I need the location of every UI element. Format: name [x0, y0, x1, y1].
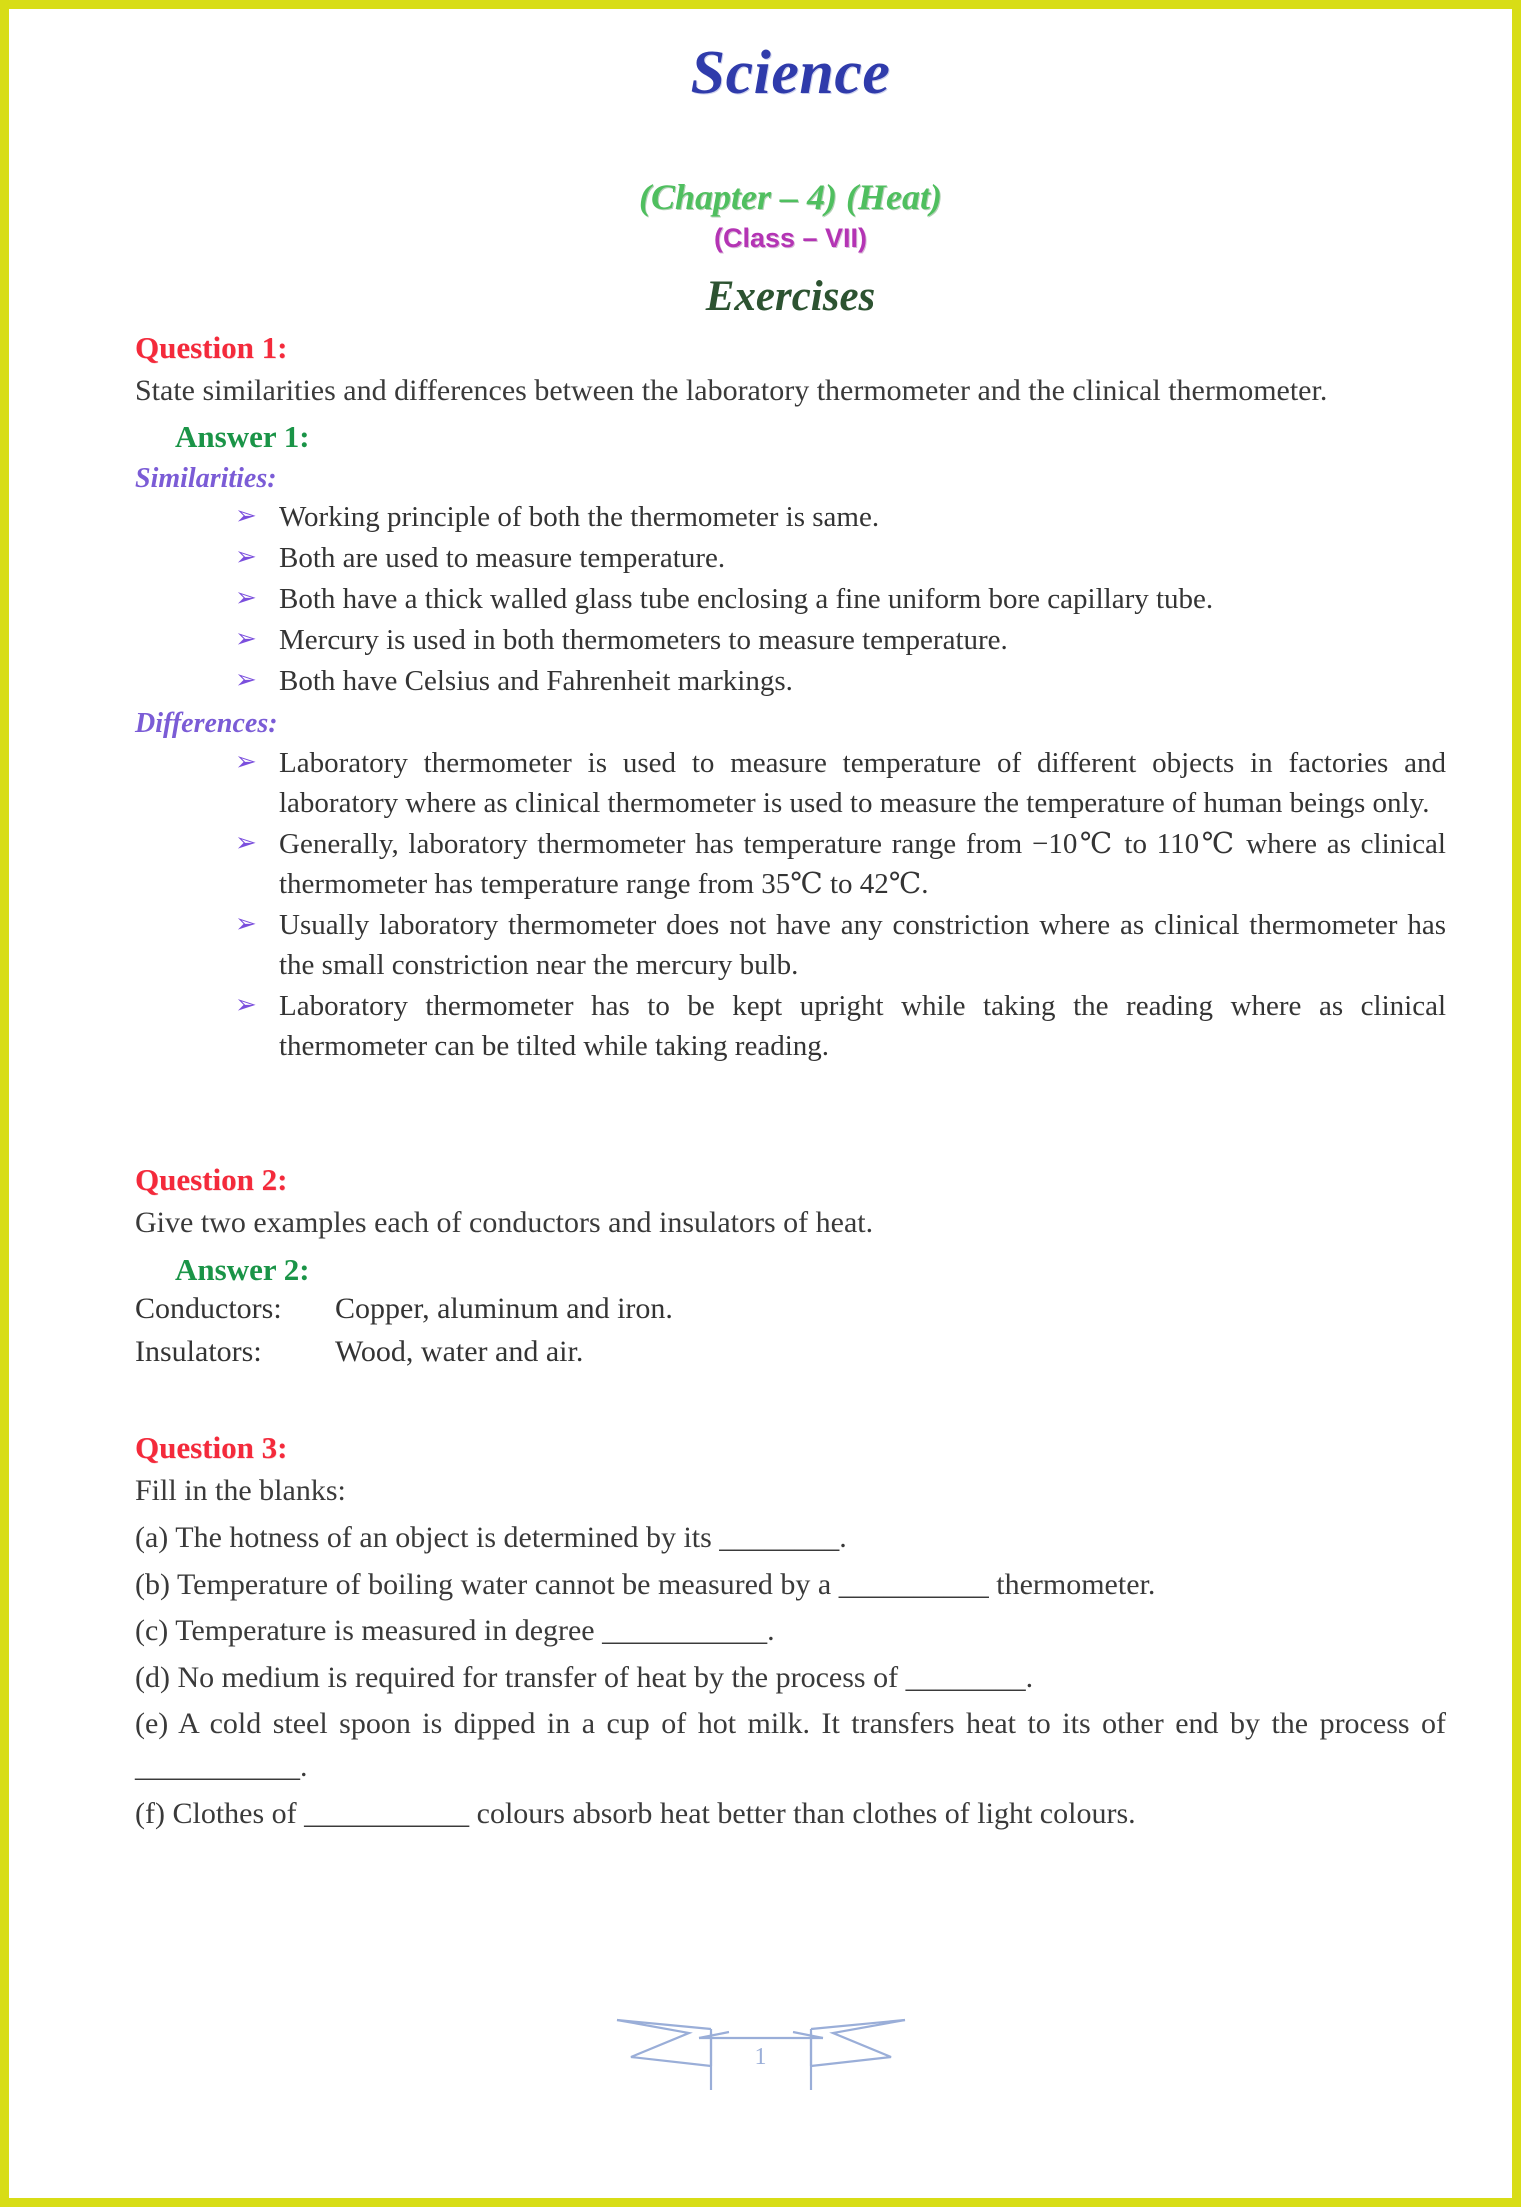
insulators-label: Insulators: [135, 1334, 262, 1368]
differences-label: Differences: [135, 708, 278, 740]
list-item-text: Both have a thick walled glass tube enclosing a fine uniform bore capillary tube. [279, 583, 1214, 616]
blank-item-e: (e) A cold steel spoon is dipped in a cup of hot milk. It transfers heat to its other end by the process of ___________. [135, 1707, 1446, 1783]
list-item [235, 538, 1446, 578]
list-item [235, 743, 1446, 823]
question-1-text: State similarities and differences between the laboratory thermometer and the clinical thermometer. [135, 373, 1328, 407]
question-block-2 [135, 1161, 1446, 1373]
blank-item-c: (c) Temperature is measured in degree ___________. [135, 1614, 775, 1648]
list-item-text: Usually laboratory thermometer does not have any constriction where as clinical thermometer has the small constriction near the mercury bulb. [279, 908, 1446, 981]
arrow-bullet-icon: ➢ [235, 827, 257, 857]
question-1-heading: Question 1: [135, 329, 288, 365]
page-content [9, 9, 1512, 2198]
arrow-bullet-icon: ➢ [235, 665, 257, 695]
list-item-text: Laboratory thermometer has to be kept upright while taking the reading where as clinical thermometer can be tilted while taking reading. [279, 990, 1446, 1063]
class-subtitle: (Class – VII) [713, 222, 868, 253]
answer-1-heading: Answer 1: [175, 419, 310, 455]
question-block-1 [135, 329, 1446, 1066]
list-item-text: Generally, laboratory thermometer has temperature range from −10℃ to 110℃ where as clinical thermometer has temperature range from 35℃ to 42℃. [279, 827, 1446, 900]
page-title: Science [690, 39, 891, 107]
ribbon-banner-icon [611, 2002, 911, 2090]
answer-2-heading: Answer 2: [175, 1251, 310, 1287]
question-block-3 [135, 1429, 1446, 1835]
insulators-row [135, 1331, 1446, 1374]
conductors-label: Conductors: [135, 1292, 282, 1325]
question-2-heading: Question 2: [135, 1162, 288, 1198]
arrow-bullet-icon: ➢ [235, 501, 257, 531]
blank-item-d: (d) No medium is required for transfer of heat by the process of ________. [135, 1660, 1034, 1694]
question-3-heading: Question 3: [135, 1430, 288, 1466]
conductors-value: Copper, aluminum and iron. [335, 1292, 673, 1325]
similarities-label: Similarities: [135, 462, 277, 494]
list-item-text: Working principle of both the thermometer is same. [279, 501, 880, 534]
chapter-subtitle: (Chapter – 4) (Heat) [639, 177, 942, 218]
section-spacer [135, 1067, 1446, 1153]
question-3-text: Fill in the blanks: [135, 1474, 346, 1508]
list-item [235, 497, 1446, 537]
differences-list [135, 743, 1446, 1066]
list-item-text: Both have Celsius and Fahrenheit markings. [279, 665, 793, 698]
arrow-bullet-icon: ➢ [235, 583, 257, 613]
blank-item-a: (a) The hotness of an object is determined by its ________. [135, 1520, 847, 1554]
list-item [235, 986, 1446, 1066]
list-item-text: Laboratory thermometer is used to measure temperature of different objects in factories and laboratory where as clinical thermometer is used to measure the temperature of human beings only. [279, 746, 1446, 819]
arrow-bullet-icon: ➢ [235, 542, 257, 572]
arrow-bullet-icon: ➢ [235, 746, 257, 776]
blank-item-b: (b) Temperature of boiling water cannot be measured by a __________ thermometer. [135, 1567, 1156, 1601]
similarities-list [135, 497, 1446, 701]
list-item [235, 579, 1446, 619]
blank-item-f: (f) Clothes of ___________ colours absorb heat better than clothes of light colours. [135, 1796, 1136, 1830]
section-spacer [135, 1373, 1446, 1421]
list-item [235, 905, 1446, 985]
conductors-row [135, 1288, 1446, 1331]
list-item [235, 824, 1446, 904]
list-item [235, 661, 1446, 701]
arrow-bullet-icon: ➢ [235, 990, 257, 1019]
page-footer [9, 2002, 1512, 2090]
list-item [235, 620, 1446, 660]
arrow-bullet-icon: ➢ [235, 624, 257, 654]
section-heading-exercises: Exercises [705, 273, 876, 321]
list-item-text: Both are used to measure temperature. [279, 542, 726, 575]
page-number: 1 [754, 2044, 767, 2070]
list-item-text: Mercury is used in both thermometers to measure temperature. [279, 624, 1008, 657]
question-2-text: Give two examples each of conductors and insulators of heat. [135, 1206, 874, 1240]
insulators-value: Wood, water and air. [335, 1334, 584, 1368]
arrow-bullet-icon: ➢ [235, 908, 257, 938]
